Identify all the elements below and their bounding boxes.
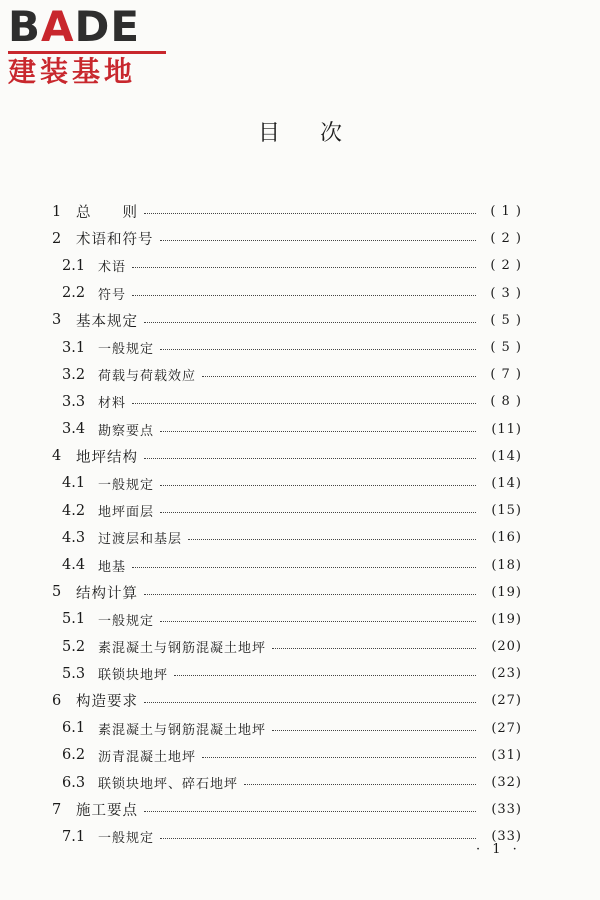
toc-page-number: (19) <box>491 611 522 627</box>
toc-title: 联锁块地坪、碎石地坪 <box>98 777 239 793</box>
toc-section-row[interactable] <box>52 823 522 850</box>
toc-page-number: (32) <box>491 775 522 791</box>
toc-number: 2.2 <box>62 285 86 302</box>
toc-number: 4.3 <box>62 529 86 546</box>
toc-title: 术语 <box>98 260 127 276</box>
toc-dot-leader <box>132 295 476 296</box>
toc-section-row[interactable] <box>52 715 522 742</box>
toc-title: 结构计算 <box>76 585 138 602</box>
toc-number: 5.1 <box>62 611 86 628</box>
toc-section-row[interactable] <box>52 388 522 415</box>
toc-number: 3.4 <box>62 421 86 438</box>
toc-page-number: (20) <box>491 639 522 655</box>
toc-number: 2 <box>52 230 62 247</box>
toc-page-number: (14) <box>491 448 522 464</box>
toc-chapter-row[interactable] <box>52 307 522 334</box>
toc-section-row[interactable] <box>52 252 522 279</box>
toc-section-row[interactable] <box>52 361 522 388</box>
toc-section-row[interactable] <box>52 470 522 497</box>
toc-title: 地坪面层 <box>98 505 155 521</box>
toc-title: 一般规定 <box>98 831 155 847</box>
toc-title: 地坪结构 <box>76 449 138 466</box>
toc-number: 6.2 <box>62 747 86 764</box>
toc-number: 1 <box>52 203 62 220</box>
logo-wordmark <box>8 4 178 50</box>
toc-number: 5.2 <box>62 638 86 655</box>
toc-dot-leader <box>272 648 476 649</box>
toc-page-number: (11) <box>491 421 522 437</box>
toc-section-row[interactable] <box>52 334 522 361</box>
toc-section-row[interactable] <box>52 551 522 578</box>
toc-title: 荷载与荷载效应 <box>98 369 197 385</box>
toc-page-number: ( 5 ) <box>490 312 522 328</box>
toc-dot-leader <box>160 512 476 513</box>
toc-chapter-row[interactable] <box>52 443 522 470</box>
toc-number: 5 <box>52 584 62 601</box>
toc-section-row[interactable] <box>52 416 522 443</box>
toc-page-number: ( 1 ) <box>490 204 522 220</box>
bade-logo <box>8 4 178 90</box>
toc-dot-leader <box>144 458 476 459</box>
toc-title: 术语和符号 <box>76 232 154 249</box>
toc-section-row[interactable] <box>52 769 522 796</box>
toc-dot-leader <box>202 757 476 758</box>
toc-number: 3.2 <box>62 366 86 383</box>
toc-title: 总 则 <box>76 205 138 222</box>
toc-section-row[interactable] <box>52 524 522 551</box>
toc-dot-leader <box>160 621 476 622</box>
toc-number: 6.3 <box>62 774 86 791</box>
toc-page-number: (14) <box>491 475 522 491</box>
toc-section-row[interactable] <box>52 660 522 687</box>
toc-chapter-row[interactable] <box>52 579 522 606</box>
toc-number: 3.1 <box>62 339 86 356</box>
toc-dot-leader <box>160 431 476 432</box>
toc-section-row[interactable] <box>52 497 522 524</box>
toc-page-number: (18) <box>491 557 522 573</box>
toc-page-number: (23) <box>491 666 522 682</box>
toc-title: 素混凝土与钢筋混凝土地坪 <box>98 641 267 657</box>
toc-section-row[interactable] <box>52 280 522 307</box>
toc-page-number: (27) <box>491 720 522 736</box>
toc-page-number: (15) <box>491 503 522 519</box>
page-title: 目次 <box>257 121 382 146</box>
toc-chapter-row[interactable] <box>52 796 522 823</box>
toc-dot-leader <box>272 730 476 731</box>
toc-number: 4.2 <box>62 502 86 519</box>
toc-title: 材料 <box>98 396 127 412</box>
toc-page-number: ( 2 ) <box>490 231 522 247</box>
toc-title: 勘察要点 <box>98 423 155 439</box>
toc-number: 2.1 <box>62 257 86 274</box>
toc-dot-leader <box>132 267 476 268</box>
toc-page-number: ( 8 ) <box>490 394 522 410</box>
toc-page-number: (31) <box>491 747 522 763</box>
toc-number: 6 <box>52 692 62 709</box>
toc-number: 7 <box>52 801 62 818</box>
toc-title: 沥青混凝土地坪 <box>98 749 197 765</box>
toc-dot-leader <box>132 403 476 404</box>
toc-number: 5.3 <box>62 665 86 682</box>
toc-dot-leader <box>144 322 476 323</box>
toc-title: 构造要求 <box>76 694 138 711</box>
toc-dot-leader <box>202 376 476 377</box>
toc-title: 施工要点 <box>76 803 138 820</box>
toc-title: 一般规定 <box>98 342 155 358</box>
toc-page-number: (19) <box>491 584 522 600</box>
toc-chapter-row[interactable] <box>52 198 522 225</box>
toc-title: 联锁块地坪 <box>98 668 169 684</box>
toc-dot-leader <box>244 784 476 785</box>
page-number: · 1 · <box>476 842 521 857</box>
toc-title: 过渡层和基层 <box>98 532 183 548</box>
toc-title: 地基 <box>98 559 127 575</box>
logo-letters: BADE <box>8 2 141 51</box>
toc-number: 6.1 <box>62 720 86 737</box>
toc-title: 素混凝土与钢筋混凝土地坪 <box>98 722 267 738</box>
logo-subtitle: 建装基地 <box>8 55 137 88</box>
toc-dot-leader <box>160 349 476 350</box>
toc-section-row[interactable] <box>52 633 522 660</box>
toc-title: 符号 <box>98 287 127 303</box>
toc-number: 7.1 <box>62 828 86 845</box>
toc-page-number: ( 3 ) <box>490 285 522 301</box>
toc-section-row[interactable] <box>52 606 522 633</box>
toc-dot-leader <box>132 567 476 568</box>
toc-dot-leader <box>160 838 476 839</box>
toc-chapter-row[interactable] <box>52 225 522 252</box>
toc-dot-leader <box>188 539 476 540</box>
toc-title: 一般规定 <box>98 613 155 629</box>
toc-page-number: (33) <box>491 802 522 818</box>
toc-dot-leader <box>144 811 476 812</box>
toc-page-number: (27) <box>491 693 522 709</box>
toc-dot-leader <box>144 213 476 214</box>
toc-section-row[interactable] <box>52 742 522 769</box>
toc-dot-leader <box>160 485 476 486</box>
toc-dot-leader <box>160 240 477 241</box>
toc-dot-leader <box>174 675 476 676</box>
toc-number: 3 <box>52 312 62 329</box>
toc-page-number: (16) <box>491 530 522 546</box>
toc-title: 一般规定 <box>98 477 155 493</box>
toc-number: 4.1 <box>62 475 86 492</box>
toc-dot-leader <box>144 594 476 595</box>
toc-page-number: ( 2 ) <box>490 258 522 274</box>
toc-dot-leader <box>144 702 476 703</box>
toc-number: 4.4 <box>62 557 86 574</box>
toc-title: 基本规定 <box>76 313 138 330</box>
toc-page-number: ( 7 ) <box>490 367 522 383</box>
toc-page-number: ( 5 ) <box>490 340 522 356</box>
toc-chapter-row[interactable] <box>52 687 522 714</box>
toc-number: 4 <box>52 448 62 465</box>
table-of-contents <box>52 198 522 851</box>
toc-page-number: (33) <box>491 829 522 845</box>
toc-number: 3.3 <box>62 393 86 410</box>
